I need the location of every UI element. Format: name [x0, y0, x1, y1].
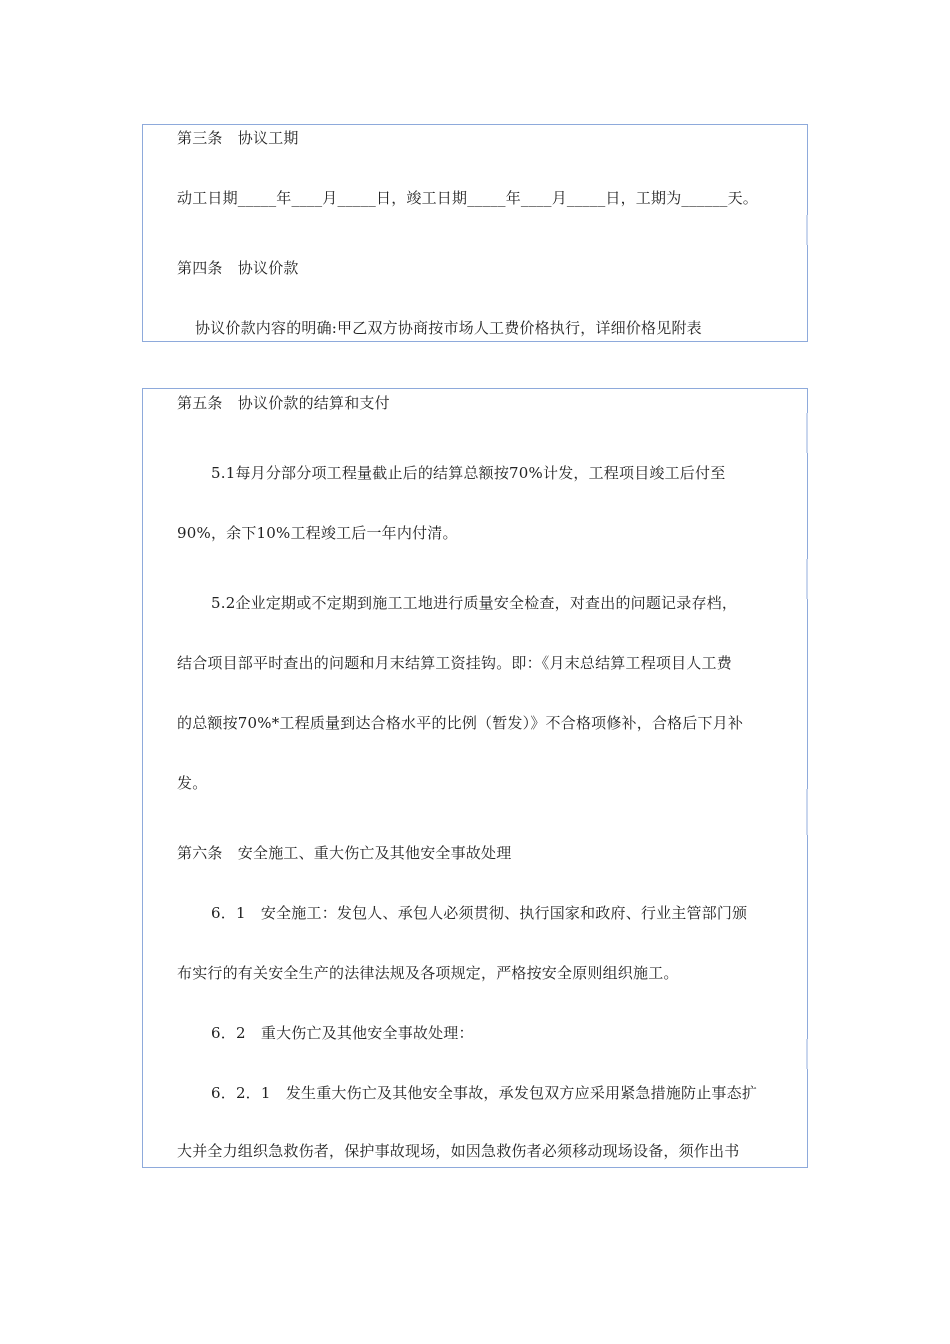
- frame-edge-mark: [806, 559, 808, 599]
- clause-6-1-line: 6．1 安全施工：发包人、承包人必须贯彻、执行国家和政府、行业主管部门颁: [211, 904, 748, 922]
- payment-safety-frame: [142, 388, 808, 1168]
- clause-6-2-1-line: 6．2．1 发生重大伤亡及其他安全事故，承发包双方应采用紧急措施防止事态扩: [211, 1084, 758, 1102]
- clause-5-2-line: 结合项目部平时查出的问题和月末结算工资挂钩。即：《月末总结算工程项目人工费: [177, 654, 732, 672]
- clause-6-1-line: 布实行的有关安全生产的法律法规及各项规定，严格按安全原则组织施工。: [177, 964, 679, 982]
- article-4-content: 协议价款内容的明确:甲乙双方协商按市场人工费价格执行，详细价格见附表: [195, 319, 702, 337]
- frame-edge-mark: [806, 1039, 808, 1069]
- clause-5-1-line: 90%，余下10%工程竣工后一年内付清。: [177, 524, 458, 542]
- clause-6-2-1-line: 大并全力组织急救伤者，保护事故现场，如因急救伤者必须移动现场设备，须作出书: [177, 1142, 740, 1160]
- clause-6-2-line: 6．2 重大伤亡及其他安全事故处理：: [211, 1024, 474, 1042]
- article-4-heading: 第四条 协议价款: [177, 259, 299, 277]
- article-5-heading: 第五条 协议价款的结算和支付: [177, 394, 390, 412]
- clause-5-2-line: 5.2企业定期或不定期到施工工地进行质量安全检查，对查出的问题记录存档，: [211, 594, 738, 612]
- article-3-schedule-line: 动工日期_____年____月_____日，竣工日期_____年____月_____日，工期为______天。: [177, 189, 759, 207]
- frame-edge-mark: [806, 413, 808, 453]
- article-6-heading: 第六条 安全施工、重大伤亡及其他安全事故处理: [177, 844, 512, 862]
- frame-edge-mark: [806, 215, 808, 245]
- agreement-terms-frame: [142, 124, 808, 342]
- clause-5-1-line: 5.1每月分部分项工程量截止后的结算总额按70%计发，工程项目竣工后付至: [211, 464, 726, 482]
- frame-edge-mark: [806, 789, 808, 835]
- article-3-heading: 第三条 协议工期: [177, 129, 299, 147]
- clause-5-2-line: 发。: [177, 774, 208, 792]
- clause-5-2-line: 的总额按70%*工程质量到达合格水平的比例（暂发）》不合格项修补，合格后下月补: [177, 714, 744, 732]
